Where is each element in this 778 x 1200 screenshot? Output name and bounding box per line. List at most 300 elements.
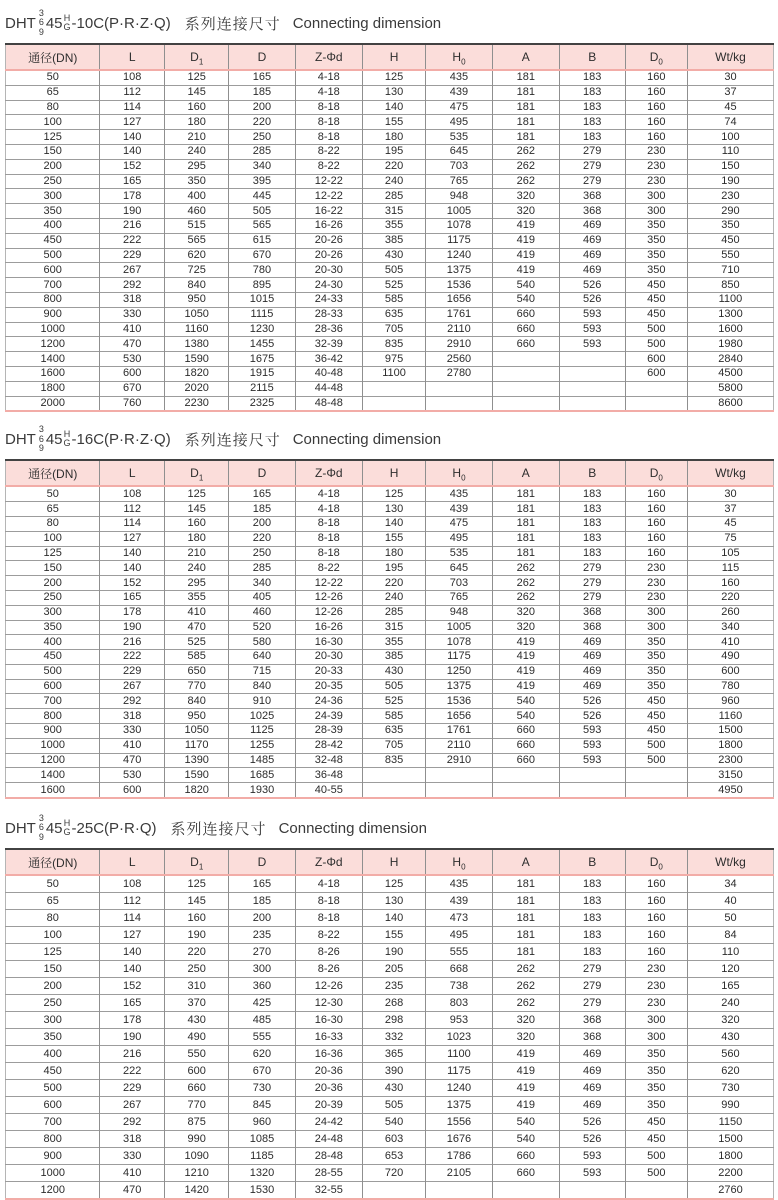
table-cell: 1015: [229, 292, 295, 307]
table-cell: 181: [492, 531, 559, 546]
table-cell: 540: [492, 694, 559, 709]
column-header-label: D: [190, 50, 199, 64]
table-cell: 600: [6, 679, 100, 694]
table-cell: 178: [100, 1012, 165, 1029]
series-code-stack-letter: G: [63, 438, 71, 449]
table-cell: 28-39: [295, 724, 363, 739]
column-header: [100, 460, 165, 486]
table-cell: 1125: [229, 724, 295, 739]
table-cell: 500: [6, 248, 100, 263]
table-cell: 500: [625, 1165, 687, 1182]
column-header: [6, 44, 100, 70]
table-cell: 8-22: [295, 927, 363, 944]
column-header-label: Wt/kg: [715, 466, 746, 481]
table-cell: 155: [363, 115, 426, 130]
table-cell: 910: [229, 694, 295, 709]
table-cell: 165: [229, 875, 295, 893]
table-cell: 165: [100, 174, 165, 189]
table-cell: 355: [363, 218, 426, 233]
table-cell: 340: [229, 576, 295, 591]
table-cell: 368: [559, 620, 625, 635]
table-cell: 220: [229, 531, 295, 546]
table-cell: 160: [625, 100, 687, 115]
table-cell: 450: [6, 650, 100, 665]
table-cell: 125: [6, 546, 100, 561]
table-cell: 600: [6, 263, 100, 278]
table-row: [6, 159, 774, 174]
table-cell: 285: [229, 561, 295, 576]
table-cell: 4-18: [295, 502, 363, 517]
table-row: [6, 174, 774, 189]
table-cell: 8-22: [295, 159, 363, 174]
column-header: [426, 460, 493, 486]
column-header: [229, 44, 295, 70]
table-cell: 1455: [229, 337, 295, 352]
series-code-suffix: -25C(P·R·Q): [71, 819, 157, 837]
table-row: [6, 724, 774, 739]
table-cell: 108: [100, 486, 165, 501]
column-header: [164, 849, 229, 875]
table-cell: 105: [687, 546, 773, 561]
column-header: [625, 849, 687, 875]
table-cell: [426, 768, 493, 783]
table-cell: 279: [559, 978, 625, 995]
table-cell: [559, 1182, 625, 1200]
table-cell: 183: [559, 85, 625, 100]
table-cell: 469: [559, 679, 625, 694]
table-cell: 450: [625, 724, 687, 739]
table-cell: 525: [363, 694, 426, 709]
table-cell: 20-26: [295, 233, 363, 248]
table-cell: 235: [363, 978, 426, 995]
table-cell: 390: [363, 1063, 426, 1080]
table-cell: 1175: [426, 650, 493, 665]
table-cell: 1930: [229, 783, 295, 798]
table-row: [6, 85, 774, 100]
series-code-stack-letter: H: [63, 428, 71, 439]
table-cell: 1400: [6, 768, 100, 783]
column-header-label: D: [649, 855, 659, 870]
table-cell: 2325: [229, 396, 295, 411]
table-cell: [559, 768, 625, 783]
table-cell: 2910: [426, 753, 493, 768]
series-code-stack-right: [64, 430, 71, 449]
table-cell: 368: [559, 189, 625, 204]
table-cell: 279: [559, 174, 625, 189]
table-cell: 36-48: [295, 768, 363, 783]
table-row: [6, 381, 774, 396]
table-cell: 540: [492, 1114, 559, 1131]
table-cell: 840: [164, 694, 229, 709]
table-cell: 165: [100, 995, 165, 1012]
column-header-subscript: 0: [461, 473, 466, 483]
table-cell: 8-18: [295, 531, 363, 546]
table-cell: 160: [625, 130, 687, 145]
column-header: [100, 44, 165, 70]
table-cell: 298: [363, 1012, 426, 1029]
series-title-chinese: 系列连接尺寸: [184, 15, 281, 33]
table-cell: 350: [625, 650, 687, 665]
table-cell: 495: [426, 531, 493, 546]
table-row: [6, 100, 774, 115]
table-cell: 183: [559, 546, 625, 561]
table-row: [6, 263, 774, 278]
table-cell: 183: [559, 944, 625, 961]
table-cell: 320: [492, 620, 559, 635]
table-cell: 760: [100, 396, 165, 411]
table-cell: 110: [687, 144, 773, 159]
table-cell: 526: [559, 292, 625, 307]
table-cell: 1200: [6, 337, 100, 352]
table-cell: 130: [363, 893, 426, 910]
table-cell: 620: [164, 248, 229, 263]
table-cell: 645: [426, 561, 493, 576]
column-header-subscript: 0: [461, 862, 466, 872]
column-header: [295, 44, 363, 70]
table-row: [6, 233, 774, 248]
table-cell: 730: [687, 1080, 773, 1097]
table-cell: 240: [164, 561, 229, 576]
table-cell: 720: [363, 1165, 426, 1182]
table-cell: 645: [426, 144, 493, 159]
table-cell: 300: [625, 620, 687, 635]
table-cell: 127: [100, 927, 165, 944]
table-cell: 36-42: [295, 352, 363, 367]
table-cell: 230: [625, 144, 687, 159]
table-cell: 165: [229, 486, 295, 501]
table-cell: 350: [625, 233, 687, 248]
table-cell: 1500: [687, 724, 773, 739]
table-cell: 770: [164, 1097, 229, 1114]
table-cell: 45: [687, 516, 773, 531]
table-cell: 419: [492, 1080, 559, 1097]
table-cell: 4950: [687, 783, 773, 798]
table-cell: 28-55: [295, 1165, 363, 1182]
table-cell: 450: [625, 1114, 687, 1131]
table-cell: 535: [426, 130, 493, 145]
table-cell: 320: [687, 1012, 773, 1029]
table-cell: 1000: [6, 1165, 100, 1182]
table-cell: 80: [6, 100, 100, 115]
table-cell: 500: [625, 738, 687, 753]
table-cell: 1000: [6, 738, 100, 753]
table-cell: [559, 396, 625, 411]
table-cell: 12-26: [295, 605, 363, 620]
table-cell: 28-36: [295, 322, 363, 337]
column-header: [559, 849, 625, 875]
table-cell: 140: [100, 144, 165, 159]
table-row: [6, 502, 774, 517]
table-cell: 360: [229, 978, 295, 995]
table-cell: 16-30: [295, 635, 363, 650]
table-cell: 114: [100, 100, 165, 115]
table-cell: [363, 768, 426, 783]
table-cell: 660: [164, 1080, 229, 1097]
table-cell: 1420: [164, 1182, 229, 1200]
table-row: [6, 650, 774, 665]
table-cell: 660: [492, 1148, 559, 1165]
table-cell: 2105: [426, 1165, 493, 1182]
table-cell: 20-30: [295, 650, 363, 665]
series-code-stack-digit: 9: [38, 443, 44, 454]
table-row: [6, 1080, 774, 1097]
table-cell: 140: [100, 546, 165, 561]
table-cell: 1000: [6, 322, 100, 337]
table-cell: 950: [164, 709, 229, 724]
table-cell: 240: [687, 995, 773, 1012]
column-header-label: A: [521, 855, 530, 870]
table-cell: 155: [363, 927, 426, 944]
table-cell: 300: [625, 605, 687, 620]
table-cell: 145: [164, 893, 229, 910]
table-row: [6, 486, 774, 501]
table-cell: 160: [625, 531, 687, 546]
table-cell: 152: [100, 978, 165, 995]
table-cell: 2200: [687, 1165, 773, 1182]
table-cell: 112: [100, 893, 165, 910]
table-cell: 530: [100, 352, 165, 367]
table-cell: 653: [363, 1148, 426, 1165]
table-cell: 160: [687, 576, 773, 591]
table-cell: 32-55: [295, 1182, 363, 1200]
table-cell: 183: [559, 893, 625, 910]
table-cell: 419: [492, 1097, 559, 1114]
table-row: [6, 995, 774, 1012]
table-cell: [492, 366, 559, 381]
column-header-label: H: [452, 50, 462, 64]
table-cell: 1240: [426, 1080, 493, 1097]
table-cell: 1656: [426, 709, 493, 724]
dimension-table: [5, 43, 774, 412]
column-header: [363, 44, 426, 70]
table-row: [6, 1182, 774, 1200]
table-cell: [492, 381, 559, 396]
table-cell: 320: [492, 204, 559, 219]
table-cell: 1915: [229, 366, 295, 381]
table-row: [6, 664, 774, 679]
table-cell: 703: [426, 576, 493, 591]
column-header-label: Z-Φd: [315, 50, 343, 64]
table-cell: 5800: [687, 381, 773, 396]
series-code-prefix: DHT: [5, 14, 36, 32]
table-cell: 250: [164, 961, 229, 978]
table-cell: 1375: [426, 263, 493, 278]
table-cell: 365: [363, 1046, 426, 1063]
table-cell: 181: [492, 115, 559, 130]
column-header-subscript: 0: [461, 57, 466, 67]
table-cell: 200: [6, 159, 100, 174]
table-cell: 439: [426, 502, 493, 517]
table-row: [6, 590, 774, 605]
table-cell: 1210: [164, 1165, 229, 1182]
table-cell: 185: [229, 502, 295, 517]
table-cell: 229: [100, 248, 165, 263]
series-code-stack-letter: G: [63, 22, 71, 32]
table-cell: 555: [229, 1029, 295, 1046]
column-header-label: Z-Φd: [315, 855, 343, 870]
table-cell: 948: [426, 605, 493, 620]
table-cell: 585: [164, 650, 229, 665]
table-cell: 350: [625, 1097, 687, 1114]
column-header: [229, 460, 295, 486]
table-cell: 30: [687, 486, 773, 501]
table-cell: 20-36: [295, 1063, 363, 1080]
table-cell: 28-48: [295, 1148, 363, 1165]
table-cell: 125: [6, 130, 100, 145]
column-header: [559, 44, 625, 70]
table-cell: 700: [6, 1114, 100, 1131]
table-cell: 770: [164, 679, 229, 694]
table-cell: 262: [492, 961, 559, 978]
table-cell: 540: [492, 709, 559, 724]
table-cell: 450: [687, 233, 773, 248]
table-cell: 660: [492, 307, 559, 322]
table-cell: 620: [687, 1063, 773, 1080]
table-cell: 222: [100, 233, 165, 248]
dimension-table: [5, 848, 774, 1200]
table-cell: 267: [100, 263, 165, 278]
table-cell: 419: [492, 263, 559, 278]
table-cell: 1590: [164, 352, 229, 367]
table-cell: 530: [100, 768, 165, 783]
table-cell: 285: [229, 144, 295, 159]
table-cell: 50: [46, 71, 59, 84]
table-cell: 410: [100, 1165, 165, 1182]
table-cell: 350: [164, 174, 229, 189]
table-cell: 350: [625, 679, 687, 694]
series-code-stack-right: [64, 14, 71, 33]
table-cell: 1320: [229, 1165, 295, 1182]
table-cell: 430: [687, 1029, 773, 1046]
table-cell: 74: [687, 115, 773, 130]
table-cell: 230: [687, 189, 773, 204]
table-cell: 435: [426, 486, 493, 501]
table-cell: 1761: [426, 307, 493, 322]
table-cell: 368: [559, 204, 625, 219]
table-cell: [492, 783, 559, 798]
table-row: [6, 1097, 774, 1114]
table-cell: 1255: [229, 738, 295, 753]
table-cell: 593: [559, 1148, 625, 1165]
table-cell: 100: [687, 130, 773, 145]
table-cell: [559, 352, 625, 367]
table-cell: 1656: [426, 292, 493, 307]
table-cell: 1230: [229, 322, 295, 337]
table-row: [6, 366, 774, 381]
table-cell: 180: [164, 531, 229, 546]
table-cell: 368: [559, 605, 625, 620]
table-cell: 540: [363, 1114, 426, 1131]
table-cell: 600: [625, 352, 687, 367]
table-cell: 525: [164, 635, 229, 650]
table-cell: 3150: [687, 768, 773, 783]
table-cell: 80: [6, 516, 100, 531]
table-cell: 152: [100, 159, 165, 174]
table-cell: 550: [687, 248, 773, 263]
table-cell: [559, 381, 625, 396]
table-row: [6, 576, 774, 591]
table-cell: 160: [625, 502, 687, 517]
table-cell: 315: [363, 204, 426, 219]
table-cell: 469: [559, 248, 625, 263]
table-cell: 1025: [229, 709, 295, 724]
table-cell: 419: [492, 635, 559, 650]
table-cell: 400: [6, 635, 100, 650]
table-cell: [625, 381, 687, 396]
table-cell: 127: [100, 531, 165, 546]
table-cell: 710: [687, 263, 773, 278]
table-cell: 600: [6, 1097, 100, 1114]
table-cell: 715: [229, 664, 295, 679]
table-cell: 670: [229, 1063, 295, 1080]
series-code-stack-left: [39, 9, 44, 38]
table-cell: 318: [100, 292, 165, 307]
table-cell: 593: [559, 753, 625, 768]
table-cell: 279: [559, 159, 625, 174]
table-row: [6, 783, 774, 798]
table-cell: [559, 783, 625, 798]
column-header: [6, 849, 100, 875]
table-cell: 4500: [687, 366, 773, 381]
table-cell: 990: [687, 1097, 773, 1114]
series-section: [5, 422, 774, 799]
table-cell: 500: [625, 337, 687, 352]
table-row: [6, 144, 774, 159]
table-cell: 410: [100, 322, 165, 337]
table-cell: [363, 1182, 426, 1200]
table-cell: 2760: [687, 1182, 773, 1200]
table-cell: 350: [6, 620, 100, 635]
table-cell: 181: [492, 927, 559, 944]
table-cell: 20-35: [295, 679, 363, 694]
series-code-stack-right: [64, 819, 71, 838]
table-cell: 1685: [229, 768, 295, 783]
table-cell: 660: [492, 322, 559, 337]
series-code-stack-digit: 3: [38, 7, 44, 18]
table-row: [6, 531, 774, 546]
table-cell: 4-18: [295, 875, 363, 893]
table-cell: 181: [492, 502, 559, 517]
table-cell: 229: [100, 664, 165, 679]
table-cell: [492, 768, 559, 783]
table-cell: 310: [164, 978, 229, 995]
table-cell: 40: [687, 893, 773, 910]
table-cell: [492, 352, 559, 367]
table-cell: 490: [687, 650, 773, 665]
table-cell: 425: [229, 995, 295, 1012]
table-cell: 1300: [687, 307, 773, 322]
series-code-mid: 45: [45, 14, 63, 32]
table-cell: 526: [559, 1114, 625, 1131]
table-cell: 430: [363, 664, 426, 679]
table-cell: 65: [6, 502, 100, 517]
table-cell: 125: [164, 875, 229, 893]
table-cell: 262: [492, 159, 559, 174]
column-header: [229, 849, 295, 875]
table-cell: 185: [229, 893, 295, 910]
table-row: [6, 738, 774, 753]
table-cell: 350: [625, 248, 687, 263]
table-cell: 267: [100, 1097, 165, 1114]
table-row: [6, 352, 774, 367]
table-cell: 183: [559, 927, 625, 944]
table-cell: 1800: [687, 1148, 773, 1165]
table-cell: 1375: [426, 679, 493, 694]
column-header-label: H: [389, 855, 399, 870]
table-cell: 593: [559, 738, 625, 753]
table-cell: 140: [100, 130, 165, 145]
series-code-stack-letter: H: [63, 817, 71, 828]
